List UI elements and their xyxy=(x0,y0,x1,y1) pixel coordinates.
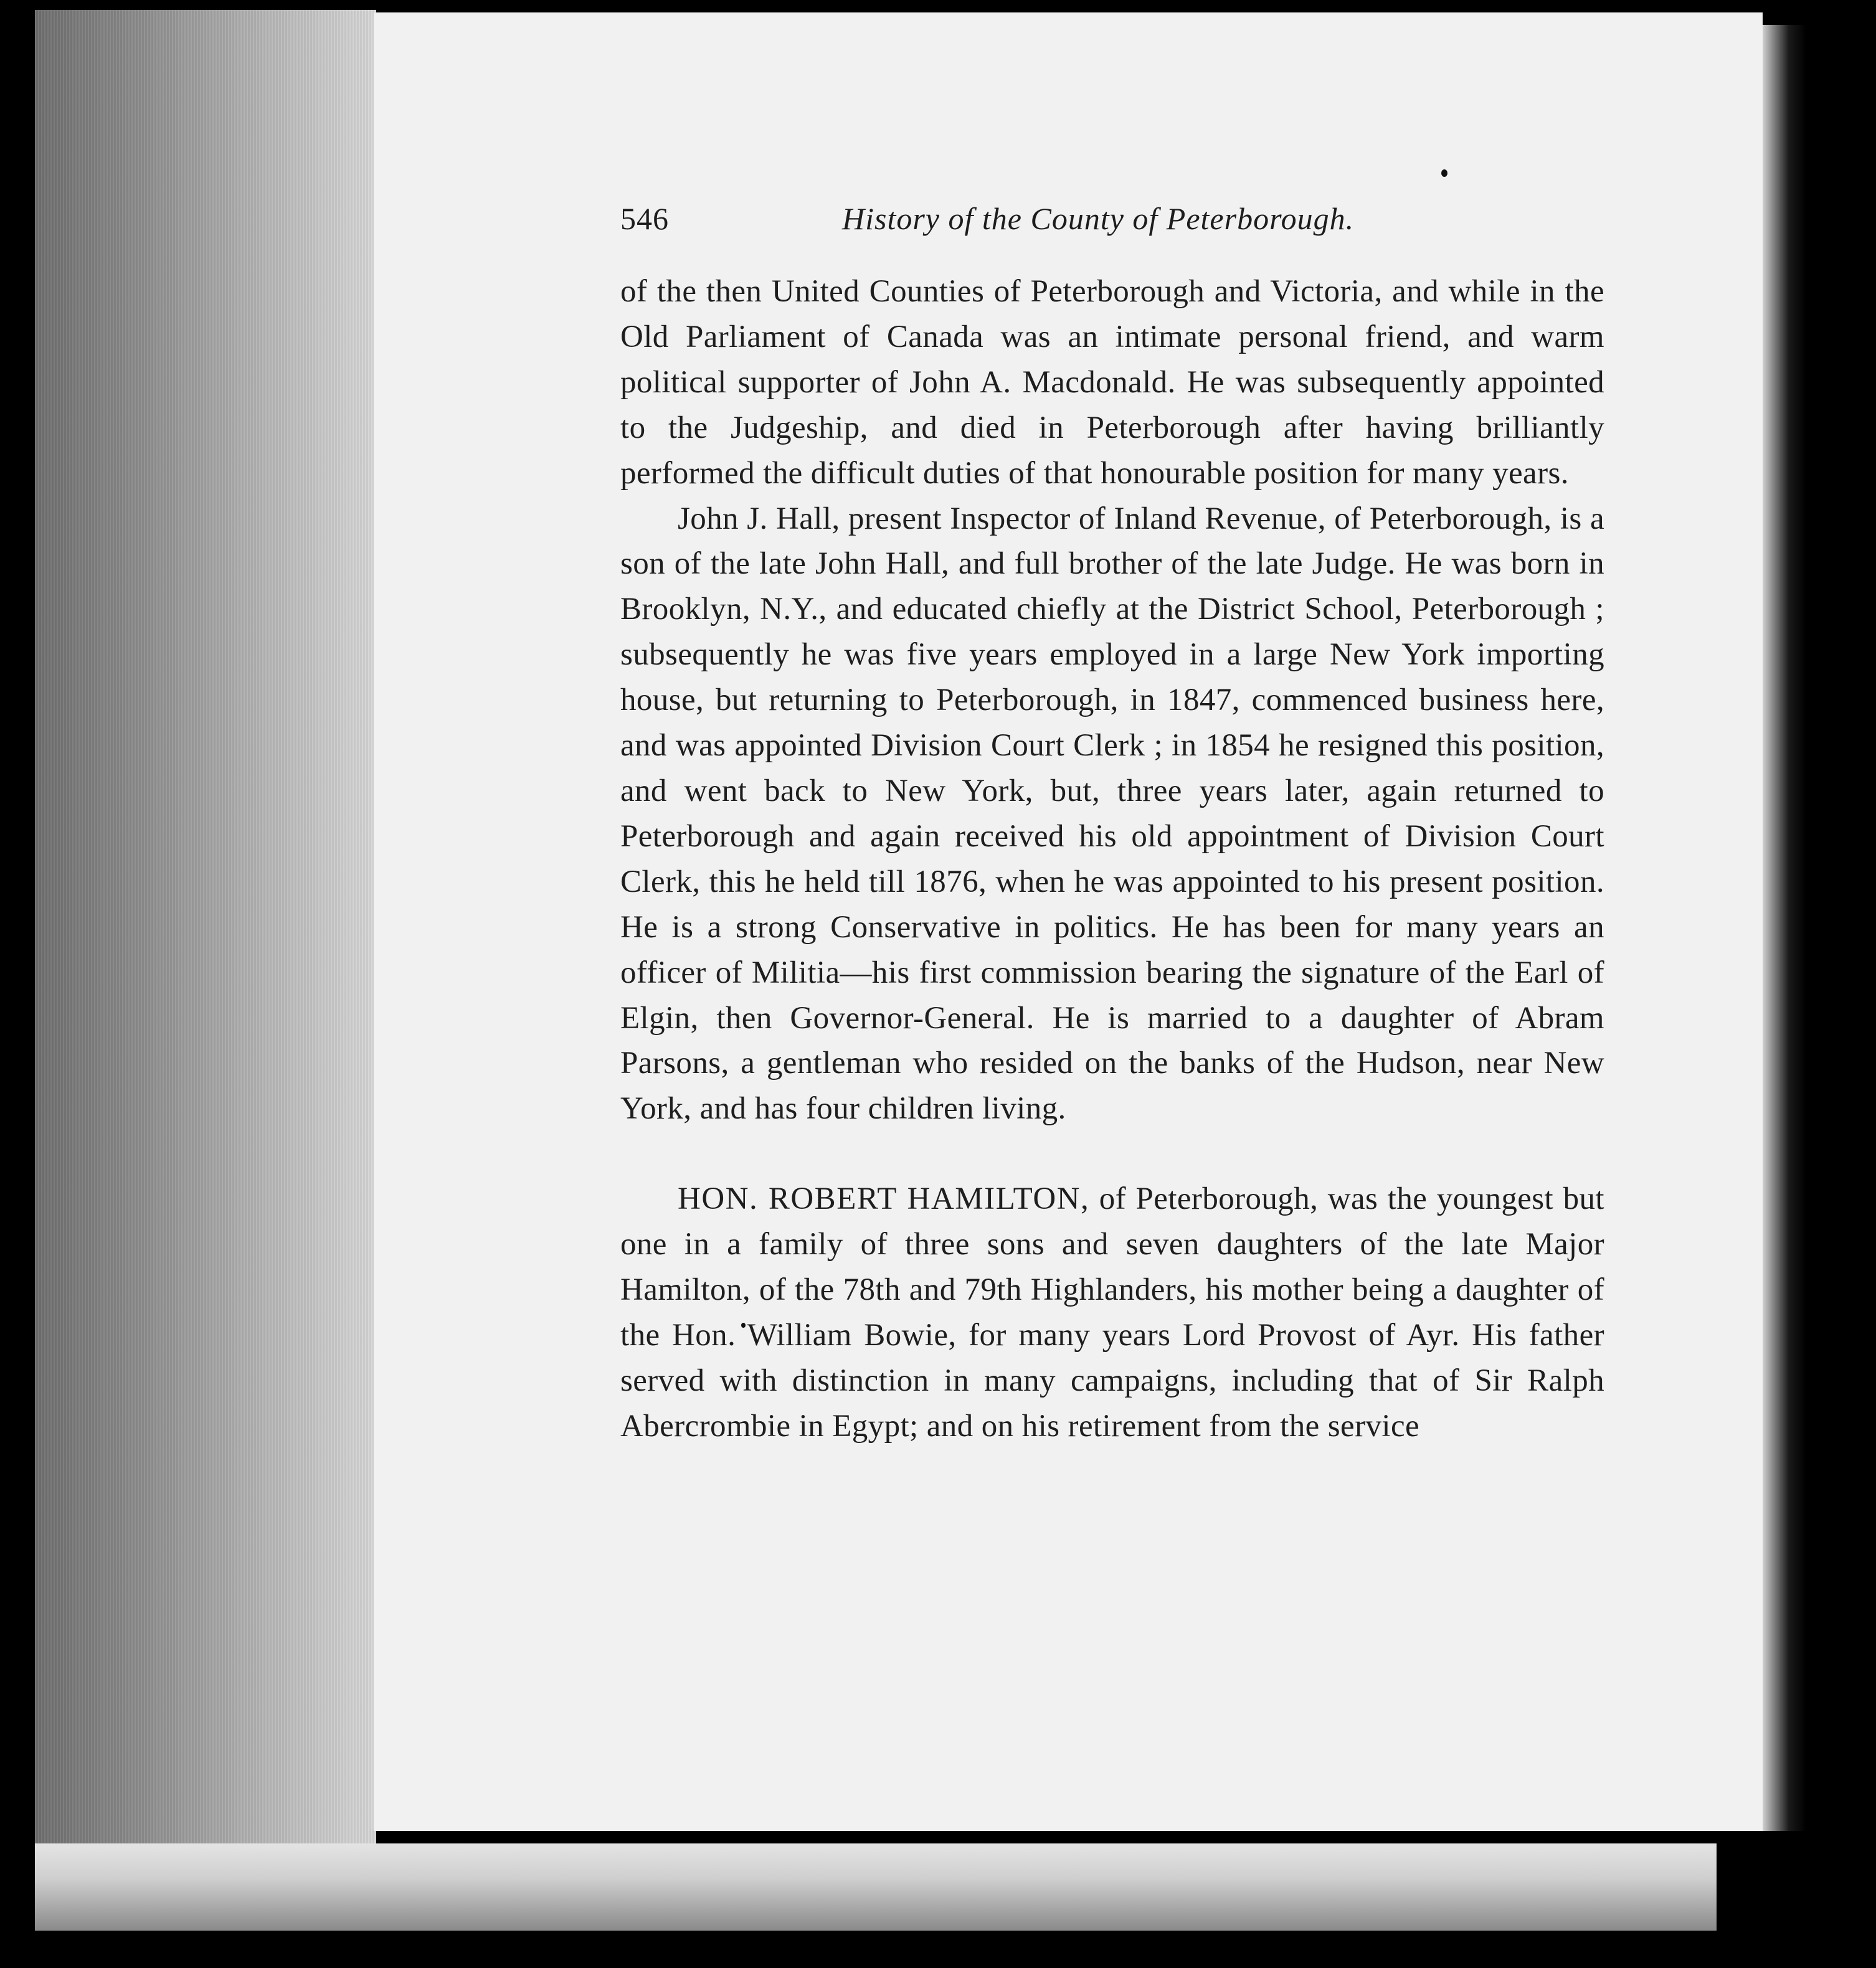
paragraph-text: of Peterborough, was the youngest but one in a family of three sons and seven daughters of the late Major Hamilton, of the 78th and 79th Highlanders, his mother being a daughter of the Hon. William Bowie, for many years Lord Provost of Ayr. His father served with distinction in many campaigns, including that of Sir Ralph Abercrombie in Egypt; and on his retirement from the service xyxy=(620,1181,1604,1444)
paragraph xyxy=(620,496,1604,1132)
page-number: 546 xyxy=(620,201,669,236)
paragraph-text: John J. Hall, present Inspector of Inland Revenue, of Peterborough, is a son of the late John Hall, and full brother of the late Judge. He was born in Brooklyn, N.Y., and educated chiefly at the District School, Peterborough ; subsequently he was five years employed in a large New York importing house, but returning to Peterborough, in 1847, commenced business here, and was appointed Division Court Clerk ; in 1854 he resigned this position, and went back to New York, but, three years later, again returned to Peterborough and again received his old appointment of Division Court Clerk, this he held till 1876, when he was appointed to his present position. He is a strong Conservative in politics. He has been for many years an officer of Militia—his first commission bearing the signature of the Earl of Elgin, then Governor-General. He is married to a daughter of Abram Parsons, a gentleman who resided on the banks of the Hudson, near New York, and has four children living. xyxy=(620,501,1604,1127)
scan-border xyxy=(1806,0,1876,1968)
book-fore-edge xyxy=(35,10,376,1916)
biography-entry xyxy=(620,1176,1604,1449)
entry-name: HON. ROBERT HAMILTON, xyxy=(678,1181,1090,1217)
ink-speck xyxy=(1441,169,1447,177)
paragraph-text: of the then United Counties of Peterborough and Victoria, and while in the Old Parliament of Canada was an intimate personal friend, and warm political supporter of John A. Macdonald. He was subsequently appointed to the Judgeship, and died in Peterborough after having brilliantly performed the difficult duties of that honourable position for many years. xyxy=(620,274,1604,491)
book-bottom-edge xyxy=(35,1843,1717,1931)
running-head xyxy=(620,201,1617,250)
paragraph xyxy=(620,269,1604,496)
page-right-shadow xyxy=(1763,25,1806,1831)
running-title: History of the County of Peterborough. xyxy=(842,201,1355,236)
body-text xyxy=(620,269,1604,1449)
